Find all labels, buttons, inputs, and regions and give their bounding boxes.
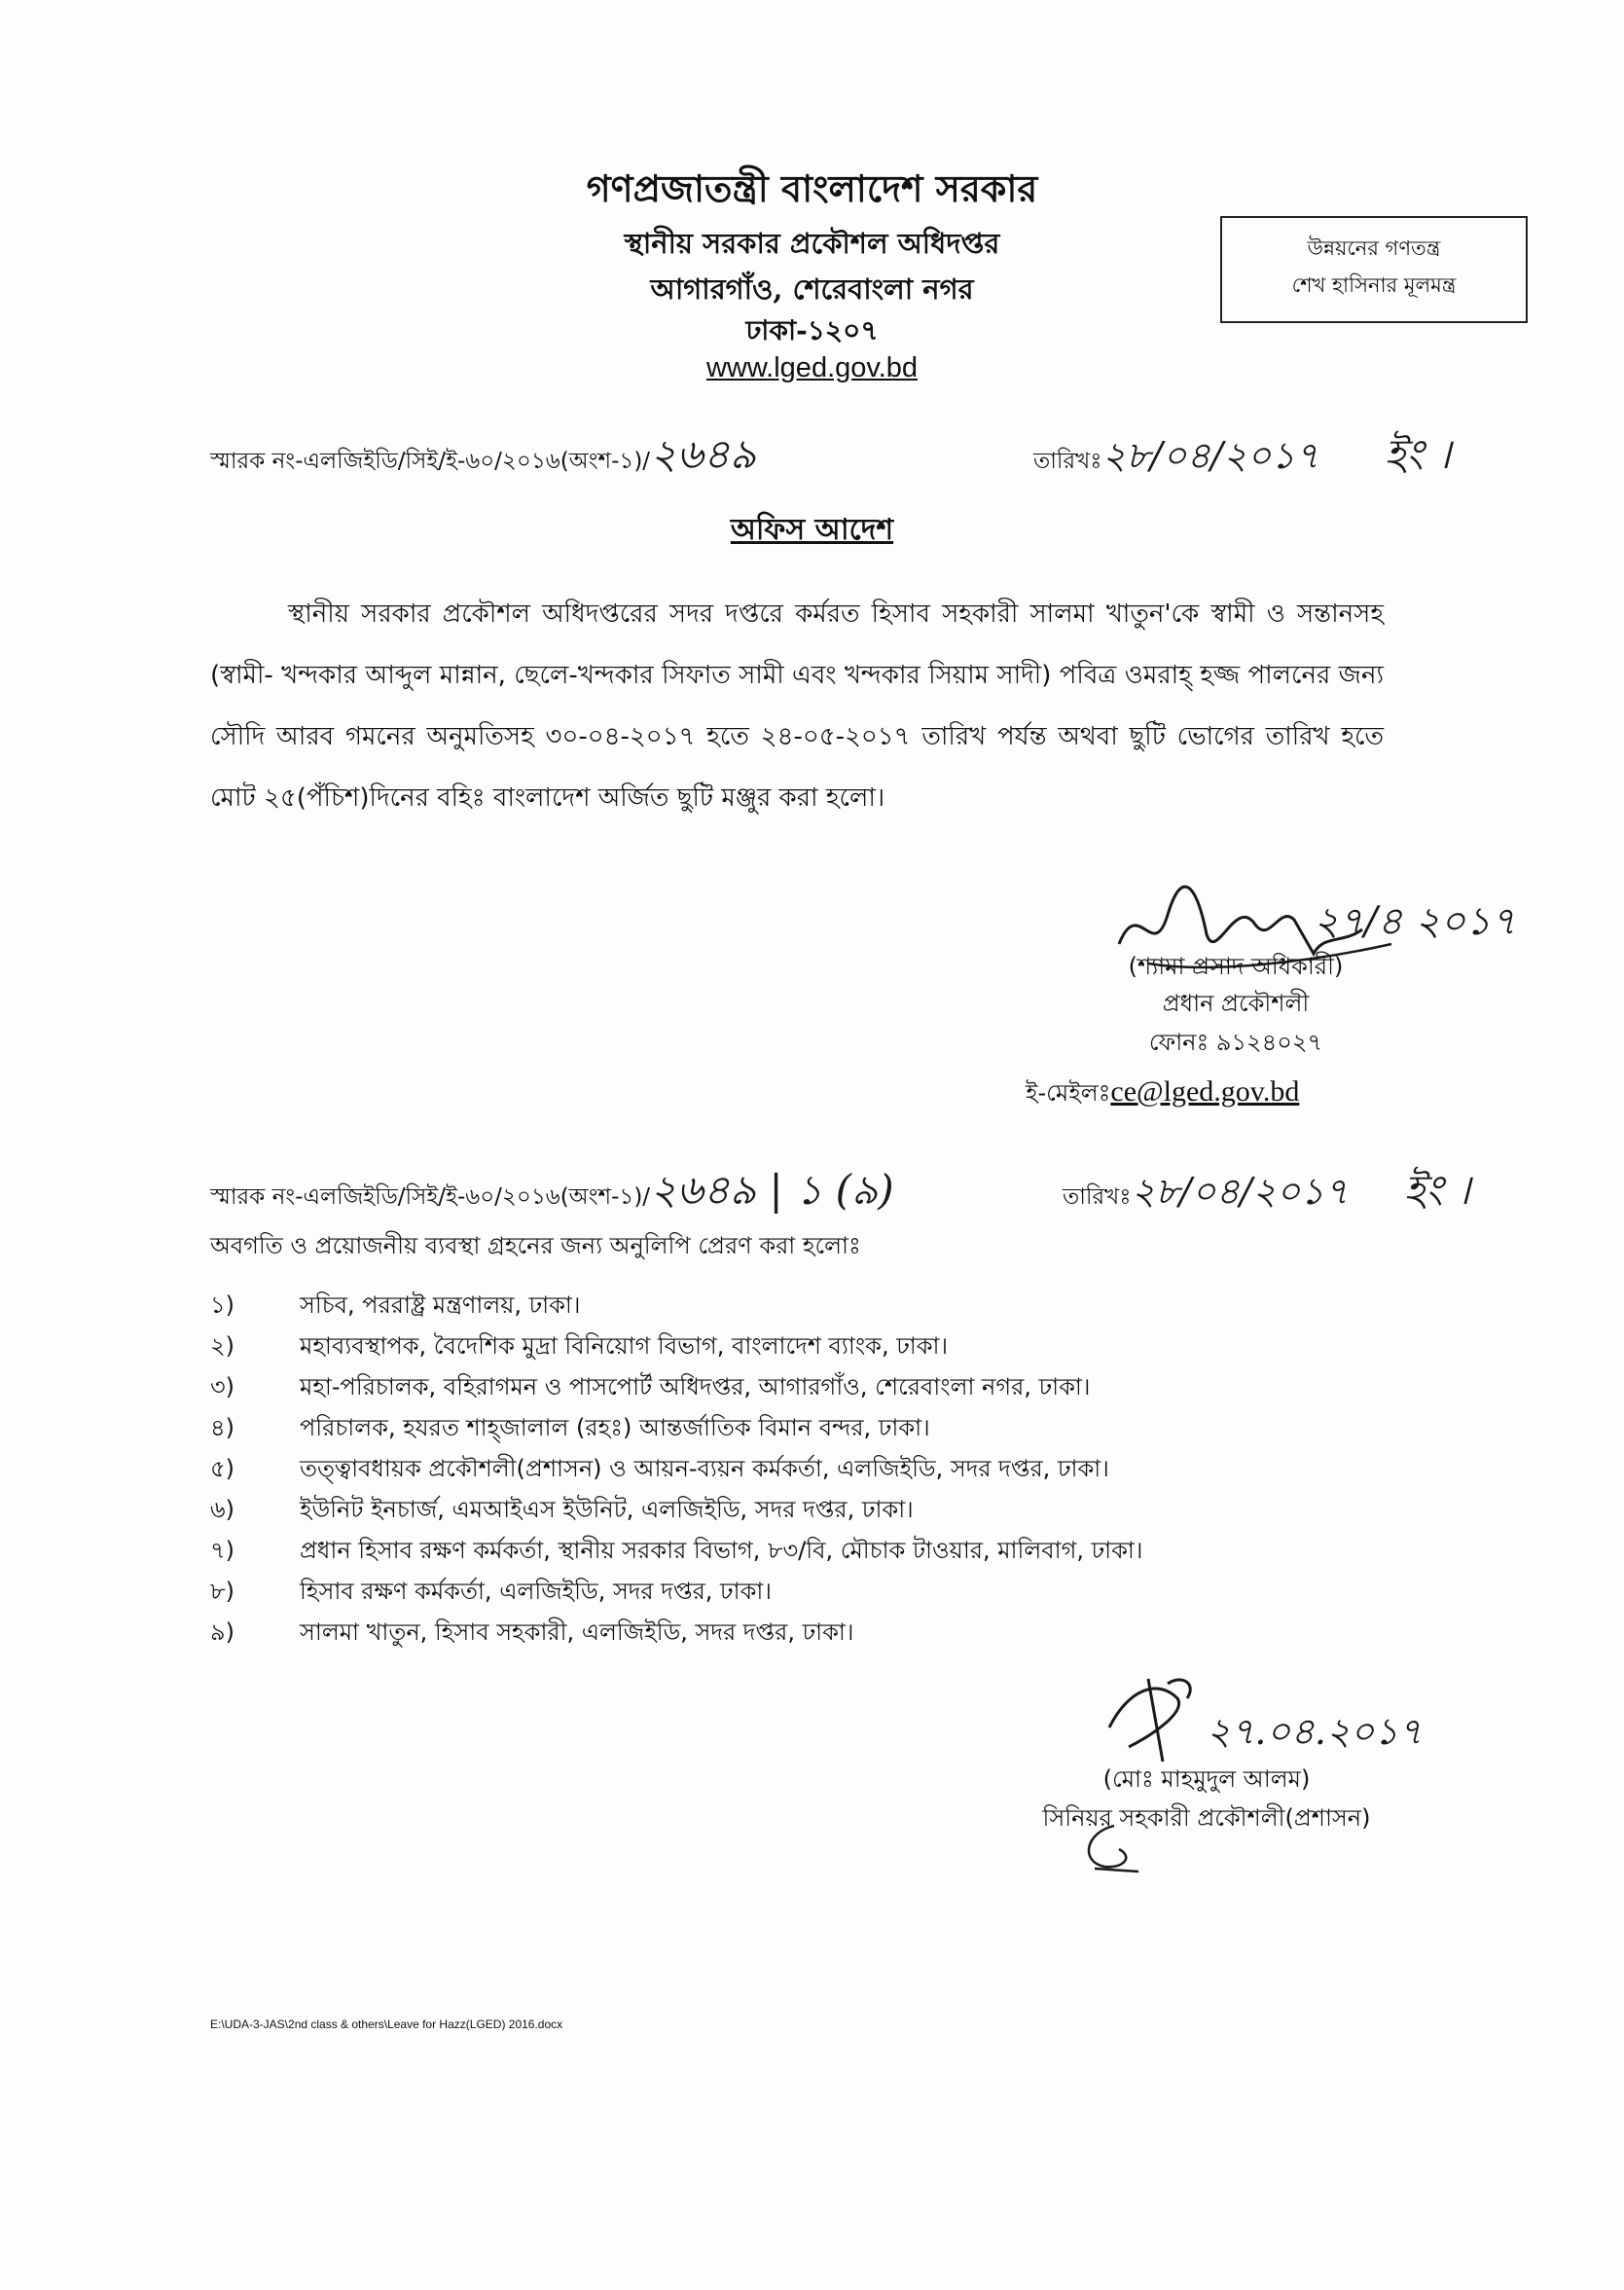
- department-address: আগারগাঁও, শেরেবাংলা নগর: [650, 273, 974, 306]
- signatory-1-phone: ফোনঃ ৯১২৪০২৭: [1148, 1029, 1323, 1056]
- distribution-item-number: ৩): [210, 1373, 235, 1400]
- department-name: স্থানীয় সরকার প্রকৌশল অধিদপ্তর: [624, 227, 1000, 260]
- memo-date: [1033, 422, 1451, 491]
- distribution-item-text: তত্ত্বাবধায়ক প্রকৌশলী(প্রশাসন) ও আয়ন-ব্যয়ন কর্মকর্তা, এলজিইডি, সদর দপ্তর, ঢাকা।: [300, 1455, 1109, 1482]
- slogan-box: [1220, 216, 1528, 323]
- distribution-item-text: সচিব, পররাষ্ট্র মন্ত্রণালয়, ঢাকা।: [300, 1291, 581, 1319]
- memo-2-date: [1063, 1158, 1470, 1227]
- distribution-item-number: ১): [210, 1291, 235, 1319]
- memo-2-reference-number: ২৬৪৯ | ১ (৯): [650, 1166, 894, 1214]
- signatory-2-name: (মোঃ মাহমুদুল আলম): [1102, 1765, 1311, 1793]
- distribution-item-text: সালমা খাতুন, হিসাব সহকারী, এলজিইডি, সদর দপ্তর, ঢাকা।: [300, 1618, 854, 1646]
- distribution-item: [210, 1612, 1475, 1653]
- slogan-line-2: শেখ হাসিনার মূলমন্ত্র: [1291, 273, 1457, 297]
- memo-reference-text: স্মারক নং-এলজিইডি/সিই/ই-৬০/২০১৬(অংশ-১)/: [210, 449, 651, 474]
- distribution-item-text: প্রধান হিসাব রক্ষণ কর্মকর্তা, স্থানীয় সরকার বিভাগ, ৮৩/বি, মৌচাক টাওয়ার, মালিবাগ, ঢাকা।: [300, 1537, 1143, 1564]
- signatory-1-name: (শ্যামা প্রসাদ অধিকারী): [1128, 953, 1344, 980]
- signature-2-mark: [1090, 1669, 1207, 1776]
- website-link[interactable]: www.lged.gov.bd: [705, 352, 919, 383]
- memo-2-date-label: তারিখঃ: [1063, 1184, 1132, 1210]
- distribution-item: [210, 1448, 1475, 1489]
- memo-date-era: ইং ।: [1384, 430, 1452, 478]
- signature-2-date: ২৭.০৪.২০১৭: [1207, 1710, 1423, 1753]
- memo-date-value: ২৮/০৪/২০১৭: [1101, 434, 1319, 477]
- distribution-item-text: মহাব্যবস্থাপক, বৈদেশিক মুদ্রা বিনিয়োগ বিভাগ, বাংলাদেশ ব্যাংক, ঢাকা।: [300, 1332, 949, 1360]
- email-label: ই-মেইলঃ: [1026, 1079, 1111, 1107]
- distribution-item-text: মহা-পরিচালক, বহিরাগমন ও পাসপোর্ট অধিদপ্তর, আগারগাঁও, শেরেবাংলা নগর, ঢাকা।: [300, 1373, 1091, 1400]
- distribution-item-text: পরিচালক, হযরত শাহ্‌জালাল (রহঃ) আন্তর্জাতিক বিমান বন্দর, ঢাকা।: [300, 1414, 930, 1441]
- distribution-item: [210, 1326, 1475, 1366]
- distribution-item-number: ২): [210, 1332, 235, 1360]
- signature-1-date: ২৭/৪ ২০১৭: [1314, 899, 1517, 944]
- memo-reference-number: ২৬৪৯: [650, 430, 757, 478]
- email-link[interactable]: ce@lged.gov.bd: [1110, 1075, 1300, 1108]
- distribution-item-number: ৭): [210, 1537, 235, 1564]
- memo-date-label: তারিখঃ: [1033, 449, 1102, 474]
- slogan-line-1: উন্নয়নের গণতন্ত্র: [1307, 236, 1441, 260]
- distribution-item: [210, 1571, 1475, 1612]
- memo-reference: [210, 422, 756, 491]
- memo-2-reference: [210, 1158, 894, 1227]
- file-path-footer: E:\UDA-3-JAS\2nd class & others\Leave for Hazz(LGED) 2016.docx: [210, 2017, 563, 2031]
- distribution-list: [210, 1285, 1475, 1653]
- distribution-item-number: ৬): [210, 1496, 235, 1523]
- memo-2-reference-text: স্মারক নং-এলজিইডি/সিই/ই-৬০/২০১৬(অংশ-১)/: [210, 1184, 651, 1210]
- distribution-item-text: ইউনিট ইনচার্জ, এমআইএস ইউনিট, এলজিইডি, সদর দপ্তর, ঢাকা।: [300, 1496, 914, 1523]
- distribution-item: [210, 1530, 1475, 1571]
- signatory-1-designation: প্রধান প্রকৌশলী: [1162, 990, 1310, 1017]
- distribution-item: [210, 1366, 1475, 1407]
- distribution-item-text: হিসাব রক্ষণ কর্মকর্তা, এলজিইডি, সদর দপ্তর, ঢাকা।: [300, 1578, 772, 1605]
- department-city: ঢাকা-১২০৭: [745, 314, 879, 346]
- distribution-intro: অবগতি ও প্রয়োজনীয় ব্যবস্থা গ্রহনের জন্য অনুলিপি প্রেরণ করা হলোঃ: [210, 1232, 861, 1259]
- signatory-1-block: [1061, 949, 1411, 1064]
- order-heading: অফিস আদেশ: [730, 513, 894, 547]
- distribution-item: [210, 1489, 1475, 1530]
- distribution-item: [210, 1407, 1475, 1448]
- distribution-item-number: ৯): [210, 1618, 235, 1646]
- signatory-2-designation: সিনিয়র সহকারী প্রকৌশলী(প্রশাসন): [1042, 1804, 1371, 1832]
- distribution-item-number: ৪): [210, 1414, 235, 1441]
- distribution-item-number: ৮): [210, 1578, 235, 1605]
- memo-2-date-era: ইং ।: [1403, 1166, 1471, 1214]
- order-body: স্থানীয় সরকার প্রকৌশল অধিদপ্তরের সদর দপ্তরে কর্মরত হিসাব সহকারী সালমা খাতুন'কে স্বামী ও সন্তানসহ (স্বামী- খন্দকার আব্দুল মান্নান, ছেলে-খন্দকার সিফাত সামী এবং খন্দকার সিয়াম সাদী) পবিত্র ওমরাহ্‌ হজ্জ পালনের জন্য সৌদি আরব গমনের অনুমতিসহ ৩০-০৪-২০১৭ হতে ২৪-০৫-২০১৭ তারিখ পর্যন্ত অথবা ছুটি ভোগের তারিখ হতে মোট ২৫(পঁচিশ)দিনের বহিঃ বাংলাদেশ অর্জিত ছুটি মঞ্জুর করা হলো।: [210, 600, 1384, 813]
- distribution-item-number: ৫): [210, 1455, 235, 1482]
- initials-mark: [1075, 1818, 1143, 1876]
- signatory-2-block: [1002, 1762, 1411, 1839]
- government-title: গণপ্রজাতন্ত্রী বাংলাদেশ সরকার: [586, 166, 1038, 210]
- memo-2-date-value: ২৮/০৪/২০১৭: [1131, 1170, 1349, 1213]
- signatory-1-email-line: [1026, 1075, 1299, 1114]
- distribution-item: [210, 1285, 1475, 1326]
